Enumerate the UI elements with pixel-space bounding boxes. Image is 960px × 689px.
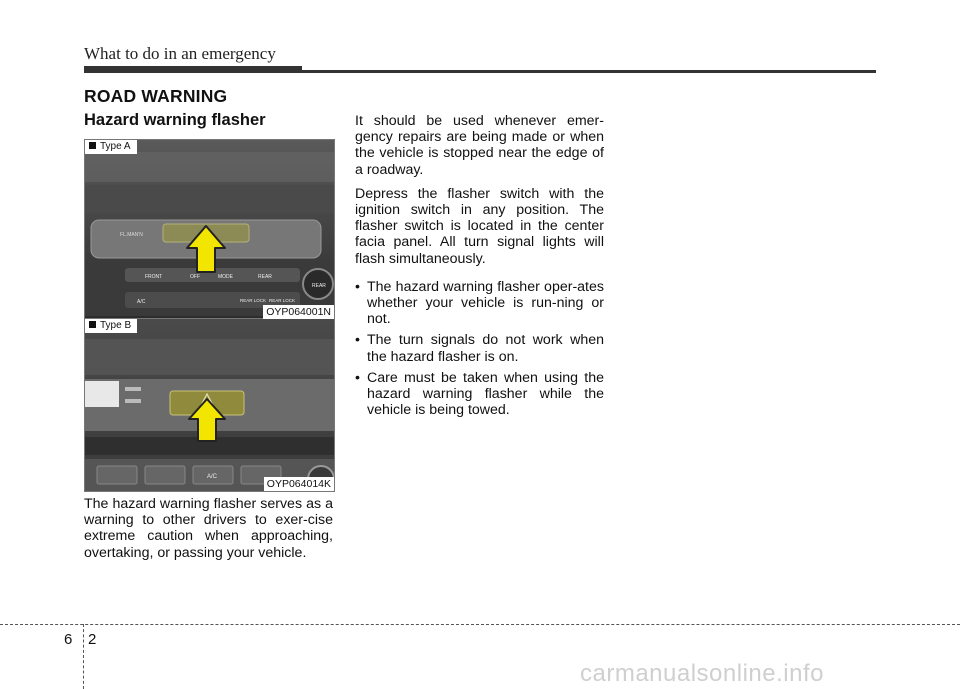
- chapter-number: 6: [64, 631, 73, 648]
- subsection-title: Hazard warning flasher: [84, 111, 266, 129]
- figure-type-b: [84, 318, 335, 492]
- list-item: • The hazard warning flasher oper-ates whether your vehicle is run-ning or not.: [355, 279, 604, 328]
- operation-paragraph: Depress the flasher switch with the ignition switch in any position. The flasher switch is located in the center facia panel. All turn signal lights will flash simultaneously.: [355, 185, 604, 267]
- panel-text-off: OFF: [190, 274, 200, 280]
- panel-text-ac: A/C: [137, 299, 146, 305]
- footer-divider: [83, 624, 84, 689]
- square-bullet-icon: [89, 142, 96, 149]
- type-b-figure-code: OYP064014K: [264, 477, 334, 491]
- panel-text-mode2: MODE: [218, 274, 233, 280]
- section-title: ROAD WARNING: [84, 86, 228, 106]
- notes-list: [355, 279, 604, 419]
- intro-paragraph: The hazard warning flasher serves as a warning to other drivers to exer-cise extreme caution when approaching, overtaking, or passing your vehicle.: [84, 496, 333, 561]
- panel-text-ac: A/C: [207, 474, 218, 480]
- header-rule: [84, 70, 876, 73]
- type-b-panel-illustration: [85, 319, 334, 491]
- list-item: • Care must be taken when using the hazard warning flasher while the vehicle is being towed.: [355, 370, 604, 419]
- panel-text-rear: REAR: [258, 274, 272, 280]
- chapter-header: What to do in an emergency: [84, 44, 276, 63]
- right-column: [355, 113, 604, 423]
- panel-text-rear-lock-2: REAR LOCK: [269, 298, 296, 303]
- panel-text-rear-lock: REAR LOCK: [240, 298, 267, 303]
- panel-text-rear-knob: REAR: [312, 283, 326, 289]
- usage-paragraph: It should be used whenever emer-gency repairs are being made or when the vehicle is stopped near the edge of a roadway.: [355, 113, 604, 178]
- square-bullet-icon: [89, 321, 96, 328]
- panel-text-mode: FL.MAN'N: [120, 232, 143, 238]
- panel-text-front: FRONT: [145, 274, 163, 280]
- footer-rule: [0, 624, 960, 625]
- figure-type-a: [84, 139, 335, 320]
- type-a-figure-code: OYP064001N: [263, 305, 334, 319]
- page-number: 2: [88, 631, 97, 648]
- watermark: carmanualsonline.info: [580, 660, 824, 687]
- type-b-label: Type B: [85, 319, 137, 333]
- type-a-label: Type A: [85, 140, 137, 154]
- type-a-panel-illustration: [85, 140, 334, 319]
- list-item: • The turn signals do not work when the hazard flasher is on.: [355, 332, 604, 364]
